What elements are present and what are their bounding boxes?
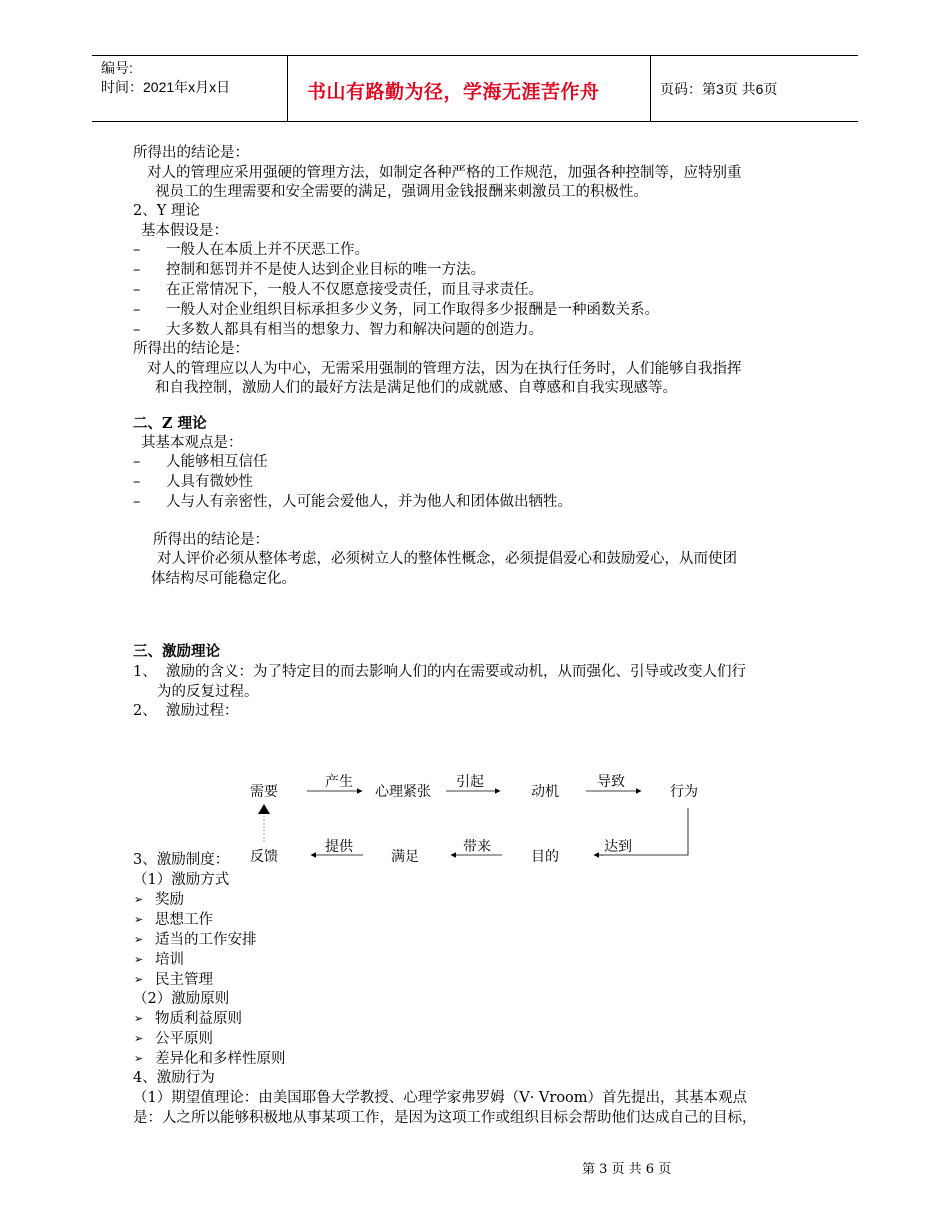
edge-cause: 引起 bbox=[456, 774, 484, 790]
list-item: 人与人有亲密性，人可能会爱他人，并为他人和团体做出牺牲。 bbox=[166, 494, 572, 510]
arrow-bullet-icon: ➢ bbox=[134, 973, 144, 986]
list-item: 控制和惩罚并不是使人达到企业目标的唯一方法。 bbox=[166, 262, 485, 278]
list-item: 一般人对企业组织目标承担多少义务，同工作取得多少报酬是一种函数关系。 bbox=[166, 302, 659, 318]
node-behavior: 行为 bbox=[670, 784, 698, 800]
header-page-label: 页码：第3页 共6页 bbox=[660, 81, 778, 97]
edge-reach: 达到 bbox=[604, 839, 632, 855]
list-item: 一般人在本质上并不厌恶工作。 bbox=[166, 242, 369, 258]
header-motto: 书山有路勤为径，学海无涯苦作舟 bbox=[307, 81, 600, 103]
edge-provide: 提供 bbox=[325, 839, 353, 855]
motivation-heading: 三、激励理论 bbox=[133, 643, 220, 660]
y-assumption-label: 基本假设是： bbox=[141, 223, 228, 239]
dash-icon: – bbox=[133, 454, 141, 470]
edge-produce: 产生 bbox=[325, 774, 353, 790]
header-number-label: 编号: bbox=[101, 60, 133, 76]
expectancy-line-2: 是：人之所以能够积极地从事某项工作，是因为这项工作或组织目标会帮助他们达成自己的目标， bbox=[133, 1110, 757, 1126]
arrow-bullet-icon: ➢ bbox=[134, 1012, 144, 1025]
conclusion-1-line-1: 对人的管理应采用强硬的管理方法，如制定各种严格的工作规范，加强各种控制等，应特别重 bbox=[147, 165, 742, 181]
list-item: 物质利益原则 bbox=[155, 1011, 242, 1027]
list-item: 培训 bbox=[155, 952, 184, 968]
dash-icon: – bbox=[133, 242, 141, 258]
node-motive: 动机 bbox=[531, 784, 559, 800]
arrow-bullet-icon: ➢ bbox=[134, 933, 144, 946]
dash-icon: – bbox=[133, 262, 141, 278]
dash-icon: – bbox=[133, 474, 141, 490]
node-feedback: 反馈 bbox=[250, 849, 278, 865]
list-item: 差异化和多样性原则 bbox=[155, 1051, 286, 1067]
arrow-bullet-icon: ➢ bbox=[134, 913, 144, 926]
process-number: 2、 bbox=[133, 703, 157, 719]
system-heading: 3、激励制度： bbox=[133, 852, 230, 868]
methods-label: （1）激励方式 bbox=[133, 872, 230, 888]
y-theory-heading: 2、Y 理论 bbox=[133, 203, 200, 219]
conclusion-2-line-2: 和自我控制，激励人们的最好方法是满足他们的成就感、自尊感和自我实现感等。 bbox=[155, 380, 677, 396]
process-label: 激励过程： bbox=[166, 703, 239, 719]
principles-label: （2）激励原则 bbox=[133, 991, 230, 1007]
list-item: 民主管理 bbox=[155, 972, 213, 988]
arrow-bullet-icon: ➢ bbox=[134, 1052, 144, 1065]
edge-lead: 导致 bbox=[597, 774, 625, 790]
list-item: 适当的工作安排 bbox=[155, 932, 257, 948]
list-item: 奖励 bbox=[155, 892, 184, 908]
conclusion-1-line-2: 视员工的生理需要和安全需要的满足，强调用金钱报酬来刺激员工的积极性。 bbox=[155, 184, 648, 200]
definition-number: 1、 bbox=[133, 664, 157, 680]
arrow-bullet-icon: ➢ bbox=[134, 893, 144, 906]
node-satisfaction: 满足 bbox=[391, 849, 419, 865]
conclusion-3-line-2: 体结构尽可能稳定化。 bbox=[151, 571, 296, 587]
arrow-bullet-icon: ➢ bbox=[134, 1032, 144, 1045]
dash-icon: – bbox=[133, 302, 141, 318]
expectancy-line-1: （1）期望值理论：由美国耶鲁大学教授、心理学家弗罗姆（V· Vroom）首先提出，其基本观点 bbox=[133, 1090, 748, 1106]
conclusion-3-line-1: 对人评价必须从整体考虑，必须树立人的整体性概念，必须提倡爱心和鼓励爱心，从而使团 bbox=[157, 551, 737, 567]
arrow-bullet-icon: ➢ bbox=[134, 953, 144, 966]
definition-line-1: 激励的含义：为了特定目的而去影响人们的内在需要或动机，从而强化、引导或改变人们行 bbox=[166, 664, 746, 680]
list-item: 人具有微妙性 bbox=[166, 474, 253, 490]
list-item: 公平原则 bbox=[155, 1031, 213, 1047]
z-basic-label: 其基本观点是： bbox=[141, 435, 243, 451]
behavior-heading: 4、激励行为 bbox=[133, 1070, 215, 1086]
conclusion-3-label: 所得出的结论是： bbox=[153, 532, 269, 548]
dash-icon: – bbox=[133, 494, 141, 510]
node-need: 需要 bbox=[250, 784, 278, 800]
list-item: 人能够相互信任 bbox=[166, 454, 268, 470]
conclusion-2-line-1: 对人的管理应以人为中心，无需采用强制的管理方法，因为在执行任务时，人们能够自我指挥 bbox=[147, 361, 742, 377]
list-item: 思想工作 bbox=[155, 912, 213, 928]
header-time-label: 时间：2021年x月x日 bbox=[101, 79, 231, 95]
conclusion-2-label: 所得出的结论是： bbox=[133, 341, 249, 357]
page-footer: 第 3 页 共 6 页 bbox=[582, 1162, 672, 1177]
node-tension: 心理紧张 bbox=[375, 784, 431, 800]
dash-icon: – bbox=[133, 322, 141, 338]
list-item: 在正常情况下，一般人不仅愿意接受责任，而且寻求责任。 bbox=[166, 282, 543, 298]
node-goal: 目的 bbox=[531, 849, 559, 865]
definition-line-2: 为的反复过程。 bbox=[157, 684, 259, 700]
z-theory-heading: 二、Z 理论 bbox=[133, 415, 207, 432]
conclusion-1-label: 所得出的结论是： bbox=[133, 145, 249, 161]
list-item: 大多数人都具有相当的想象力、智力和解决问题的创造力。 bbox=[166, 322, 543, 338]
dash-icon: – bbox=[133, 282, 141, 298]
edge-bring: 带来 bbox=[463, 839, 491, 855]
